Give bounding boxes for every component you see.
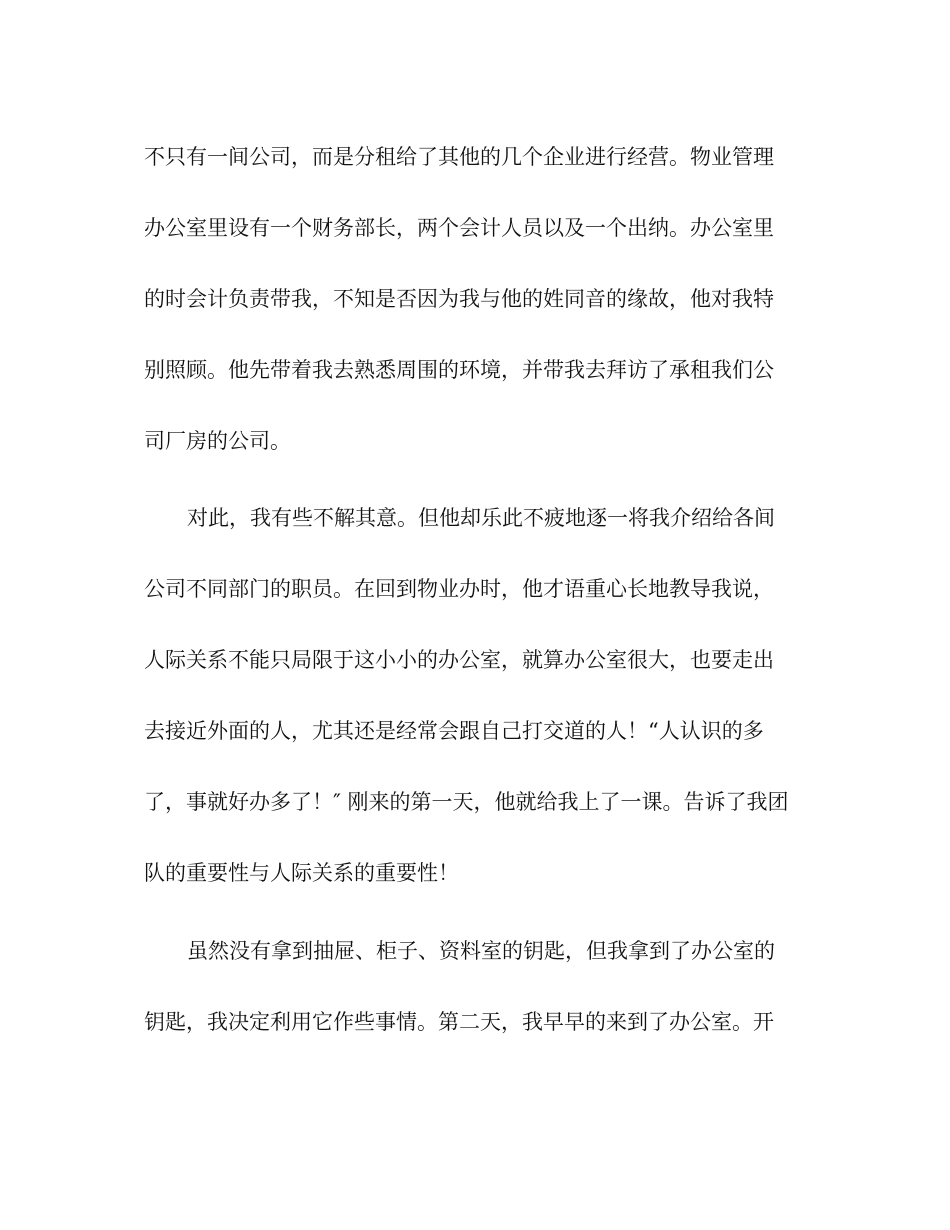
text-line-12: 虽然没有拿到抽屉、柜子、资料室的钥匙，但我拿到了办公室的	[187, 939, 775, 963]
text-line-9: 去接近外面的人，尤其还是经常会跟自己打交道的人！“人认识的多	[144, 719, 764, 743]
text-line-3: 的时会计负责带我，不知是否因为我与他的姓同音的缘故，他对我特	[144, 287, 774, 311]
text-line-6: 对此，我有些不解其意。但他却乐此不疲地逐一将我介绍给各间	[187, 506, 775, 530]
text-line-13: 钥匙，我决定利用它作些事情。第二天，我早早的来到了办公室。开	[144, 1010, 774, 1034]
text-line-10: 了，事就好办多了！″ 刚来的第一天，他就给我上了一课。告诉了我团	[144, 790, 789, 814]
text-line-1: 不只有一间公司，而是分租给了其他的几个企业进行经营。物业管理	[144, 145, 774, 169]
text-line-8: 人际关系不能只局限于这小小的办公室，就算办公室很大，也要走出	[144, 648, 774, 672]
text-line-11: 队的重要性与人际关系的重要性！	[144, 861, 459, 885]
text-line-2: 办公室里设有一个财务部长，两个会计人员以及一个出纳。办公室里	[144, 216, 774, 240]
text-line-4: 别照顾。他先带着我去熟悉周围的环境，并带我去拜访了承租我们公	[144, 358, 774, 382]
text-line-5: 司厂房的公司。	[144, 429, 291, 453]
text-line-7: 公司不同部门的职员。在回到物业办时，他才语重心长地教导我说，	[144, 577, 774, 601]
